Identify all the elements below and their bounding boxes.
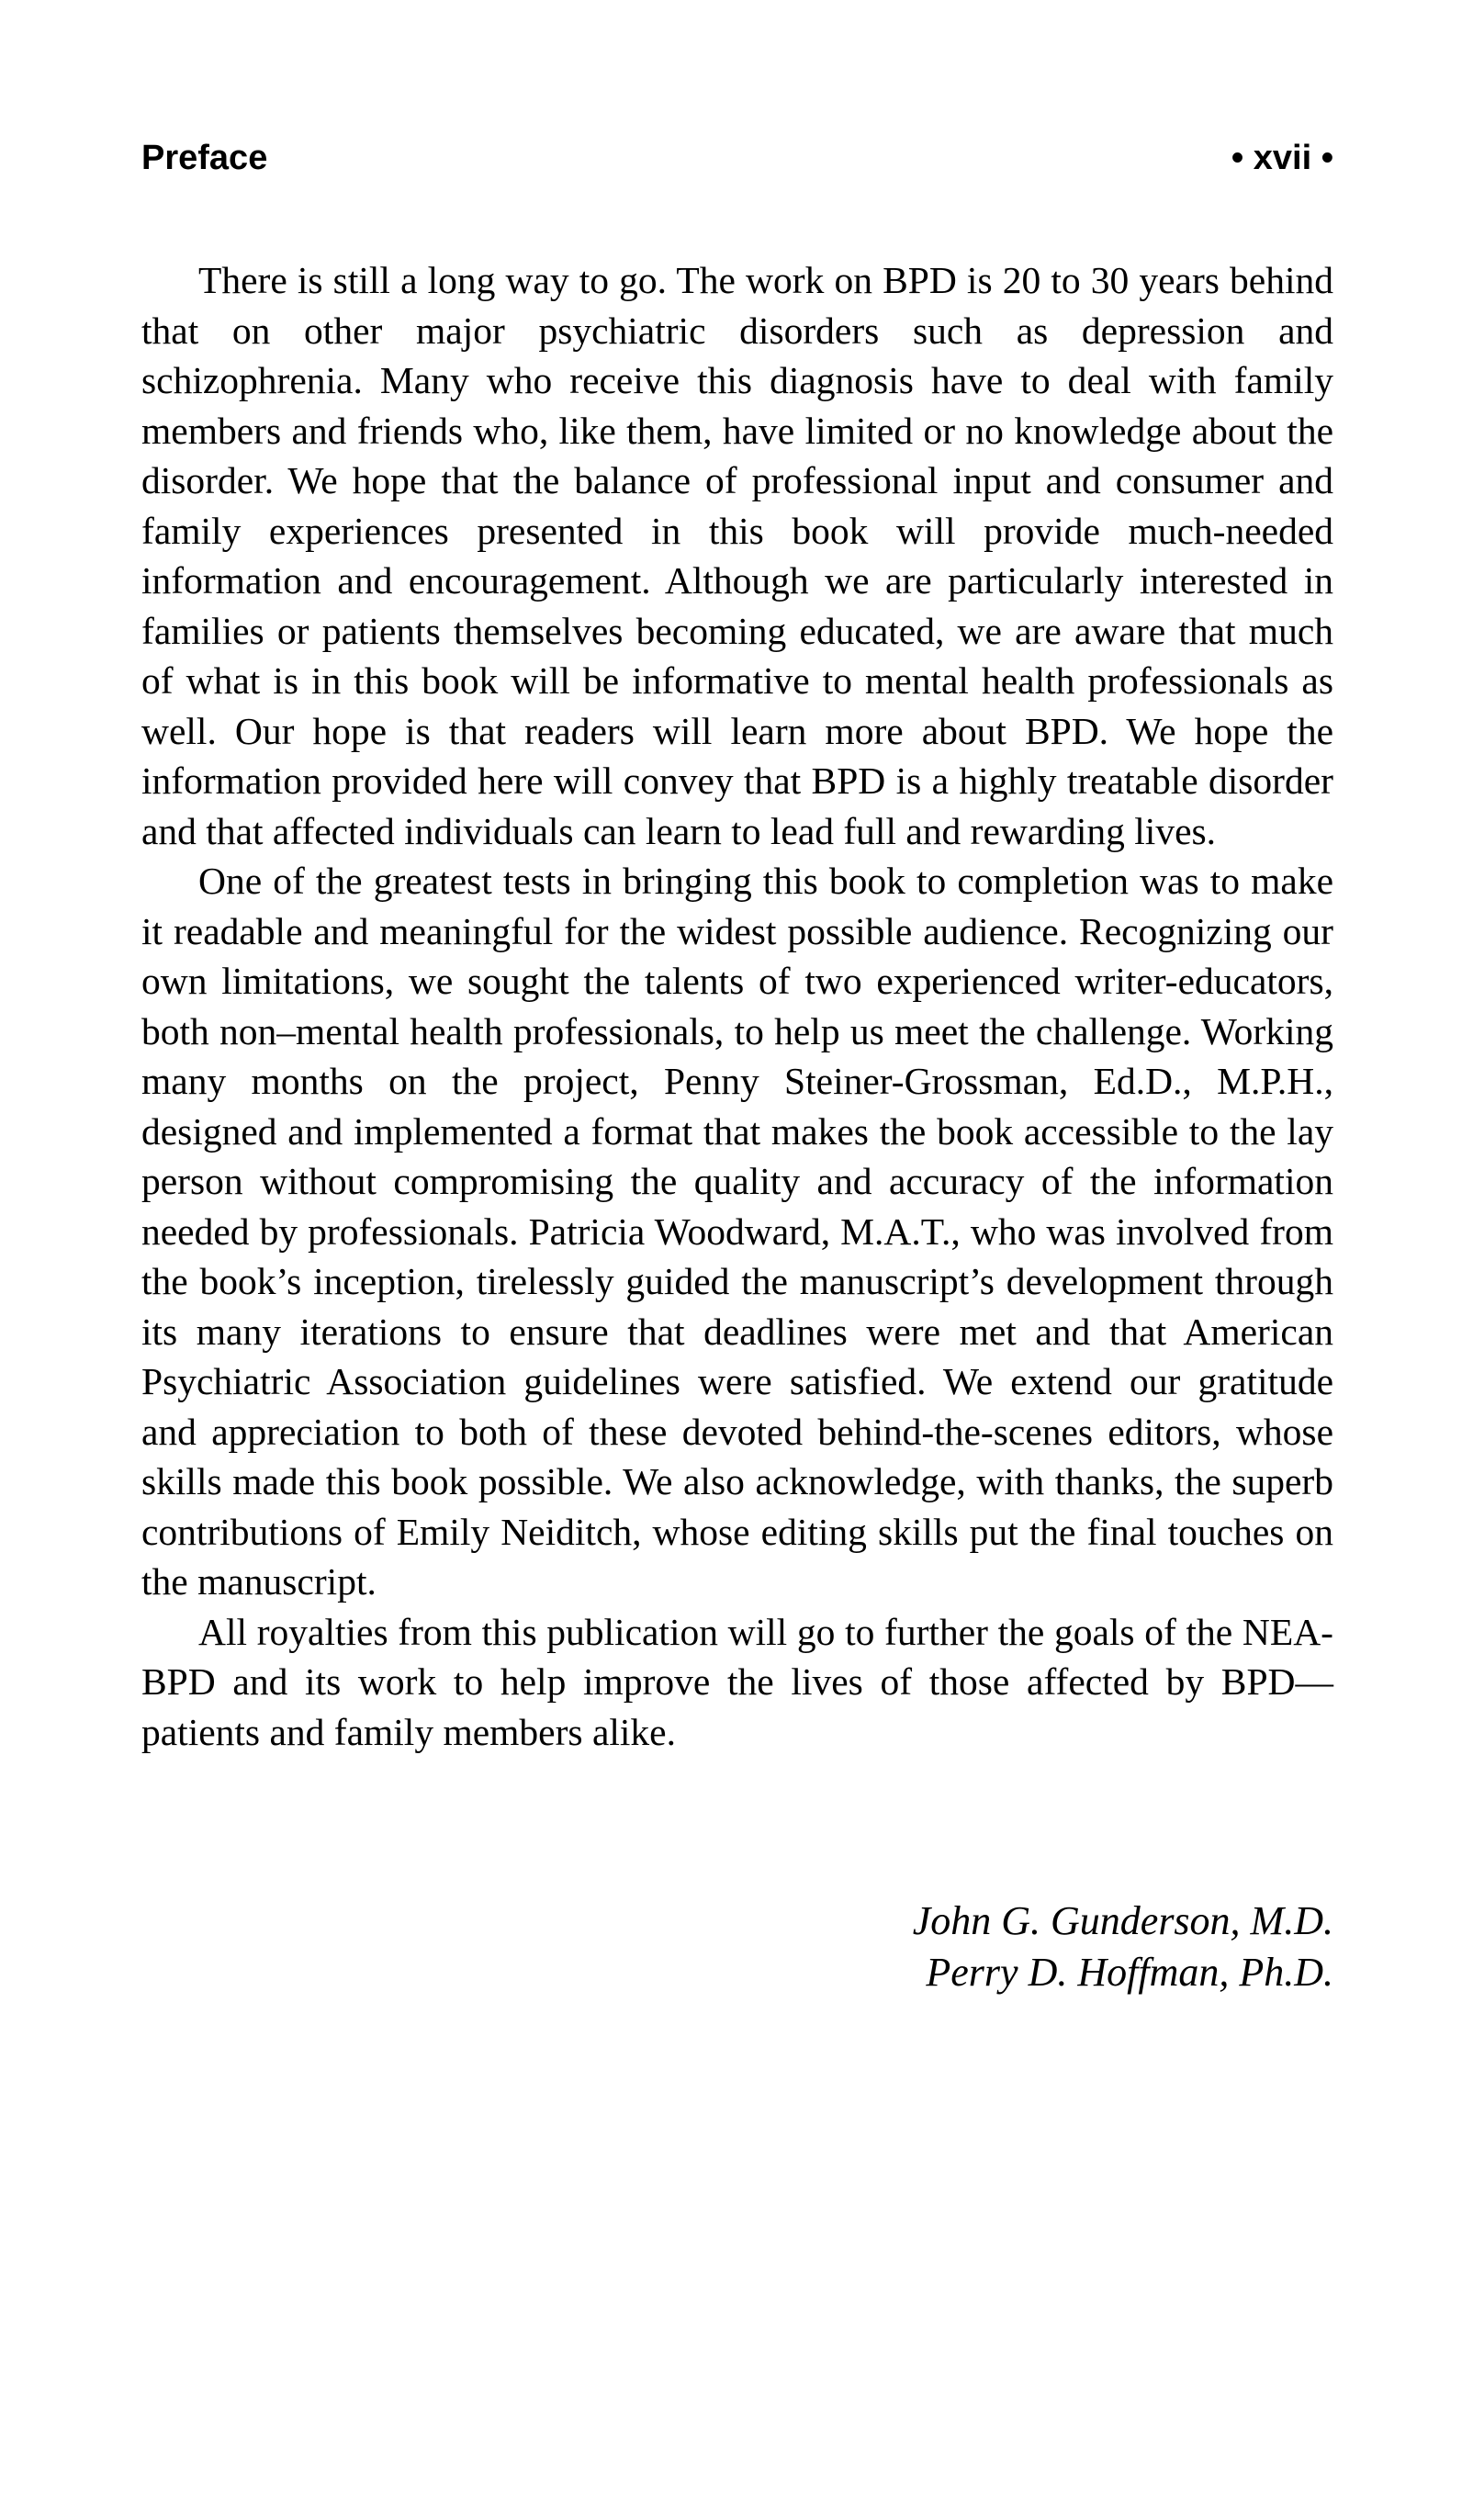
author-signatures: [913, 1896, 1333, 1998]
section-title: Preface: [141, 139, 268, 177]
paragraph-3: All royalties from this publication will go to further the goals of the NEA-BPD and its work to help improve the lives of those affected by BPD—patients and family members alike.: [141, 1610, 1333, 1753]
running-head: [141, 130, 1333, 186]
author-signature-gunderson: John G. Gunderson, M.D.: [912, 1898, 1333, 1943]
paragraph-2: One of the greatest tests in bringing this book to completion was to make it readable and meaningful for the widest possible audience. Recognizing our own limitations, we sought the talents of two experienced writer-educators, both non–mental health professionals, to help us meet the challenge. Working many months on the project, Penny Steiner-Grossman, Ed.D., M.P.H., designed and implemented a format that makes the book accessible to the lay person without compromising the quality and accuracy of the information needed by professionals. Patricia Woodward, M.A.T., who was involved from the book’s inception, tirelessly guided the manuscript’s development through its many iterations to ensure that deadlines were met and that American Psychiatric Association guidelines were satisfied. We extend our gratitude and appreciation to both of these devoted behind-the-scenes editors, whose skills made this book possible. We also acknowledge, with thanks, the superb contributions of Emily Neiditch, whose editing skills put the final touches on the manuscript.: [141, 860, 1333, 1603]
page-number: • xvii •: [1231, 139, 1333, 177]
author-signature-hoffman: Perry D. Hoffman, Ph.D.: [926, 1950, 1333, 1995]
preface-body: [141, 255, 1333, 1757]
paragraph-1: There is still a long way to go. The work on BPD is 20 to 30 years behind that on other major psychiatric disorders such as depression and schizophrenia. Many who receive this diagnosis have to deal with family members and friends who, like them, have limited or no knowledge about the disorder. We hope that the balance of professional input and consumer and family experiences presented in this book will provide much-needed information and encouragement. Although we are particularly interested in families or patients themselves becoming educated, we are aware that much of what is in this book will be informative to mental health professionals as well. Our hope is that readers will learn more about BPD. We hope the information provided here will convey that BPD is a highly treatable disorder and that affected individuals can learn to lead full and rewarding lives.: [141, 259, 1333, 852]
